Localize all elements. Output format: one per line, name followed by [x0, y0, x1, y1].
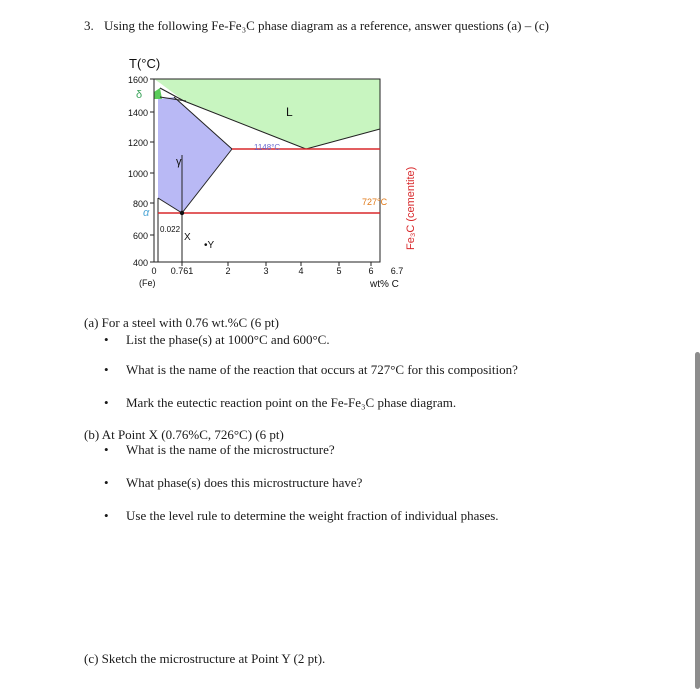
x-tick-0: 0 — [151, 266, 157, 276]
bullet-icon: • — [104, 395, 109, 410]
x-origin-label: (Fe) — [139, 278, 156, 288]
question-prompt: Using the following Fe-Fe₃C phase diagram as a reference, answer questions (a) – (c) — [104, 18, 549, 33]
point-x-label: X — [184, 232, 191, 243]
point-y-label: •Y — [204, 240, 215, 251]
fe-fe3c-phase-diagram — [100, 48, 430, 298]
part-b-bullet-3: • Use the level rule to determine the weight fraction of individual phases. — [104, 508, 499, 523]
eutectoid-point — [180, 211, 184, 215]
y-tick-600: 600 — [132, 231, 148, 241]
bullet-icon: • — [104, 475, 109, 490]
liquid-label: L — [286, 105, 293, 119]
y-tick-1200: 1200 — [127, 138, 148, 148]
x-tick-3: 3 — [263, 266, 269, 276]
x-axis-ticks — [182, 262, 371, 266]
y-tick-1600: 1600 — [127, 75, 148, 85]
y-tick-400: 400 — [132, 258, 148, 268]
part-b-bullet-2: • What phase(s) does this microstructure have? — [104, 475, 363, 490]
alpha-label: α — [143, 207, 150, 219]
x-tick-0761: 0.761 — [170, 266, 194, 276]
x-axis-title: wt% C — [370, 279, 399, 290]
y-tick-1000: 1000 — [127, 169, 148, 179]
part-a-bullet-3: • Mark the eutectic reaction point on the Fe-Fe₃C phase diagram. — [104, 395, 457, 410]
part-b-bullet-1: • What is the name of the microstructure? — [104, 442, 335, 457]
x-tick-5: 5 — [336, 266, 342, 276]
x-tick-4: 4 — [298, 266, 304, 276]
bullet-icon: • — [104, 508, 109, 523]
vertical-scrollbar[interactable] — [695, 352, 700, 689]
y-axis-title: T(°C) — [129, 56, 161, 71]
cementite-label: Fe₃C (cementite) — [405, 166, 417, 250]
y-tick-800: 800 — [132, 199, 148, 209]
x-tick-6.7: 6.7 — [390, 266, 404, 276]
part-b-heading: (b) At Point X (0.76%C, 726°C) (6 pt) — [84, 427, 284, 442]
bullet-icon: • — [104, 332, 109, 347]
part-a-heading: (a) For a steel with 0.76 wt.%C (6 pt) — [84, 315, 279, 330]
bullet-icon: • — [104, 362, 109, 377]
y-axis-ticks — [150, 79, 154, 262]
y-tick-1400: 1400 — [127, 108, 148, 118]
part-a-bullet-1: • List the phase(s) at 1000°C and 600°C. — [104, 332, 330, 347]
gamma-label: γ — [176, 156, 182, 168]
delta-label: δ — [136, 89, 143, 101]
x-tick-2: 2 — [225, 266, 231, 276]
part-c-heading: (c) Sketch the microstructure at Point Y (2 pt). — [84, 651, 326, 666]
eutectoid-temp-label: 727°C — [362, 197, 388, 207]
part-a-bullet-2: • What is the name of the reaction that occurs at 727°C for this composition? — [104, 362, 518, 377]
bullet-icon: • — [104, 442, 109, 457]
x-tick-6: 6 — [368, 266, 374, 276]
question-number: 3. — [84, 18, 94, 33]
eutectic-temp-label: 1148°C — [254, 143, 281, 152]
alpha-solubility-label: 0.022 — [160, 225, 181, 234]
